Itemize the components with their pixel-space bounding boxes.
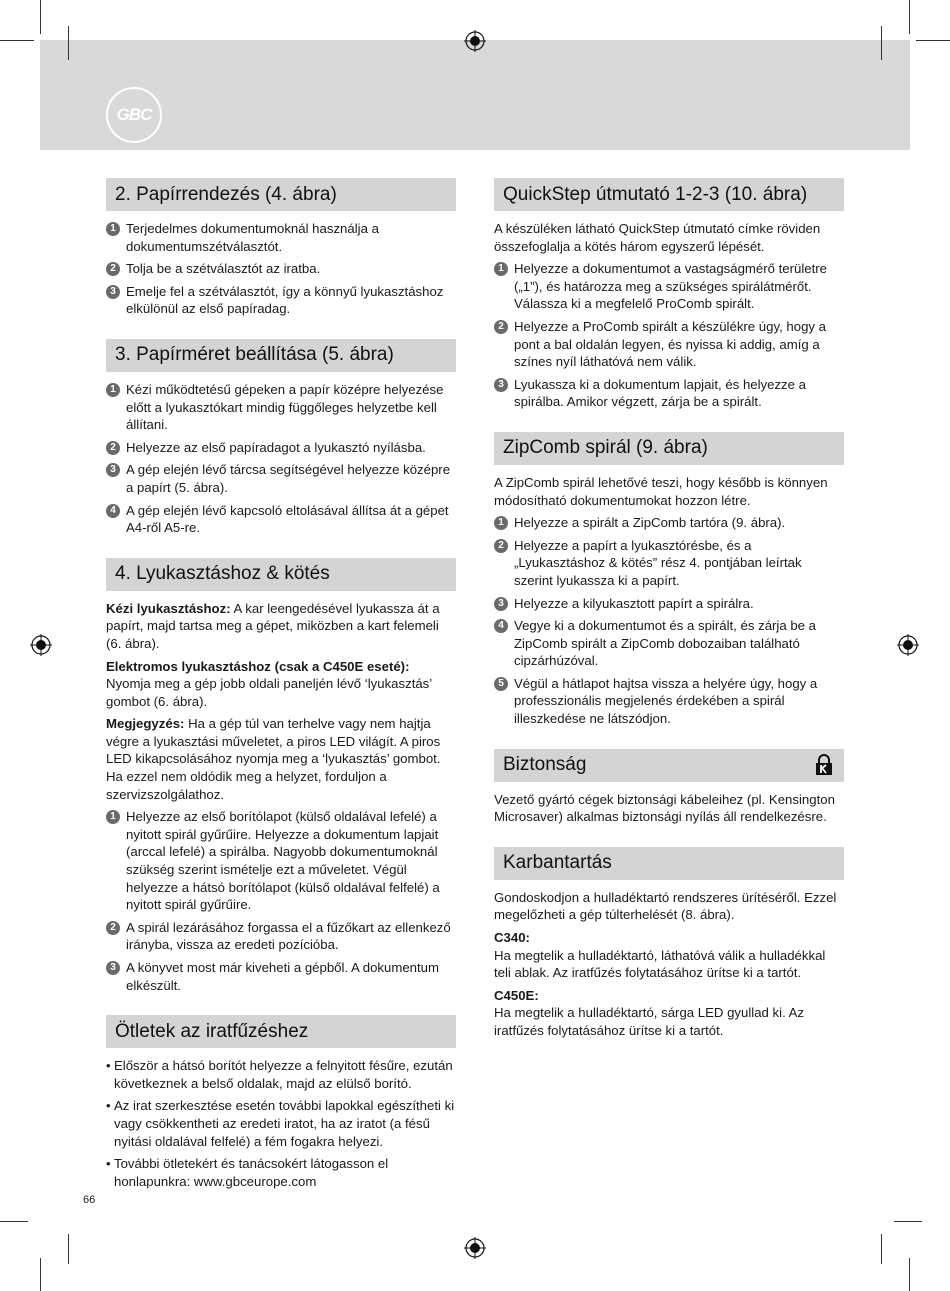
list-item [106, 502, 456, 537]
step-number: 1 [106, 222, 120, 236]
step-text: Helyezze a kilyukasztott papírt a spirálra. [514, 595, 754, 611]
list-item [494, 260, 844, 313]
step-text: A spirál lezárásához forgassa el a fűzőkart az ellenkező irányba, vissza az eredeti pozícióba. [126, 919, 451, 953]
list-item [106, 381, 456, 434]
list-item [106, 220, 456, 255]
step-text: Lyukassza ki a dokumentum lapjait, és helyezze a spirálba. Amikor végzett, zárja be a spirált. [514, 376, 806, 410]
paragraph-label: Elektromos lyukasztáshoz (csak a C450E eseté): [106, 658, 410, 674]
step-text: Helyezze a ProComb spirált a készülékre úgy, hogy a pont a bal oldalán legyen, és nyissa ki addig, amíg a színes nyíl láthatóvá nem válik. [514, 318, 827, 370]
list-item [494, 675, 844, 728]
section-heading [106, 339, 456, 372]
step-number: 4 [106, 504, 120, 518]
section-title: 4. Lyukasztáshoz & kötés [115, 563, 330, 585]
step-number: 3 [106, 285, 120, 299]
step-text: A gép elején lévő tárcsa segítségével helyezze középre a papírt (5. ábra). [126, 462, 451, 495]
bullet-item [106, 1097, 456, 1150]
step-number: 3 [494, 597, 508, 611]
step-text: Helyezze a dokumentumot a vastagságmérő területre („1”), és határozza meg a szükséges spirálátmérőt. Válassza ki a megfelelő ProComb spirált. [514, 261, 827, 312]
step-number: 3 [494, 378, 508, 392]
list-item [106, 439, 456, 457]
list-item [494, 514, 844, 532]
paragraph-label: C450E: [494, 987, 539, 1003]
step-number: 1 [494, 516, 508, 530]
bullet-icon: • [106, 1058, 111, 1074]
paragraph [494, 987, 844, 1040]
list-item [106, 461, 456, 496]
paragraph-text: Ha megtelik a hulladéktartó, sárga LED gyullad ki. Az iratfűzés folytatásához ürítse ki a tartót. [494, 1005, 805, 1038]
step-text: A könyvet most már kiveheti a gépből. A dokumentum elkészült. [126, 960, 440, 993]
kensington-lock-icon [814, 754, 834, 776]
crop-mark [881, 26, 882, 60]
list-item [106, 959, 456, 994]
step-number: 1 [494, 262, 508, 276]
step-number: 5 [494, 677, 508, 691]
right-column [494, 178, 844, 1045]
section-heading [494, 432, 844, 465]
paragraph: A ZipComb spirál lehetővé teszi, hogy később is könnyen módosítható dokumentumokat hozzon létre. [494, 474, 828, 508]
section-heading [494, 749, 844, 782]
section-heading [494, 178, 844, 211]
left-column [106, 178, 456, 1195]
crop-mark [909, 1258, 910, 1291]
bullet-item [106, 1057, 456, 1092]
paragraph [494, 929, 844, 982]
section-title: 3. Papírméret beállítása (5. ábra) [115, 344, 394, 366]
paragraph: Vezető gyártó cégek biztonsági kábeleihez (pl. Kensington Microsaver) alkalmas biztonsági nyílás áll rendelkezésre. [494, 791, 835, 825]
paragraph-text: Ha a gép túl van terhelve vagy nem hajtja végre a lyukasztási műveletet, a piros LED világít. A piros LED kikapcsolásához nyomja meg a ‘lyukasztás’ gombot. Ha ezzel nem oldódik meg a helyzet, forduljon a szervizszolgálathoz. [106, 716, 441, 802]
section-title: ZipComb spirál (9. ábra) [503, 437, 708, 459]
step-number: 2 [494, 539, 508, 553]
header-band [40, 40, 910, 150]
crop-mark [40, 0, 41, 34]
paragraph-text: Nyomja meg a gép jobb oldali paneljén lévő ‘lyukasztás’ gombot (6. ábra). [106, 676, 432, 709]
bullet-item [106, 1155, 456, 1190]
crop-mark [0, 40, 34, 41]
step-text: Terjedelmes dokumentumoknál használja a dokumentumszétválasztót. [126, 221, 379, 254]
paragraph [106, 600, 456, 653]
step-text: Helyezze az első papíradagot a lyukasztó nyílásba. [126, 439, 426, 455]
section-title: QuickStep útmutató 1-2-3 (10. ábra) [503, 183, 808, 205]
paragraph-text: Ha megtelik a hulladéktartó, láthatóvá válik a hulladékkal teli ablak. Az iratfűzés folytatásához ürítse ki a tartót. [494, 947, 826, 981]
paragraph: Gondoskodjon a hulladéktartó rendszeres ürítéséről. Ezzel megelőzheti a gép túlterhelését (8. ábra). [494, 889, 837, 923]
registration-mark-icon [464, 30, 486, 52]
list-item [494, 595, 844, 613]
section-title: 2. Papírrendezés (4. ábra) [115, 183, 337, 205]
list-item [494, 376, 844, 411]
step-number: 2 [106, 921, 120, 935]
list-item [494, 318, 844, 371]
section-heading [106, 178, 456, 211]
paragraph [106, 658, 456, 711]
paragraph-label: Kézi lyukasztáshoz: [106, 600, 231, 616]
section-heading [494, 847, 844, 880]
paragraph-text: A kar leengedésével lyukassza át a papírt, majd tartsa meg a gépet, miközben a kart felemeli (6. ábra). [106, 600, 440, 651]
crop-mark [916, 40, 950, 41]
gbc-logo: GBC [106, 87, 162, 143]
crop-mark [0, 1221, 28, 1222]
bullet-text: További ötletekért és tanácsokért látogasson el honlapunkra: www.gbceurope.com [114, 1156, 389, 1189]
section-title: Ötletek az iratfűzéshez [115, 1020, 309, 1042]
step-text: Emelje fel a szétválasztót, így a könnyű lyukasztáshoz elkülönül az első papíradag. [126, 283, 444, 317]
bullet-icon: • [106, 1156, 111, 1172]
paragraph [106, 715, 456, 803]
list-item [106, 283, 456, 318]
step-text: Tolja be a szétválasztót az iratba. [126, 261, 321, 277]
list-item [106, 260, 456, 278]
list-item [494, 617, 844, 670]
paragraph-label: C340: [494, 930, 530, 946]
section-title: Biztonság [503, 754, 587, 776]
paragraph-label: Megjegyzés: [106, 716, 185, 732]
step-number: 4 [494, 619, 508, 633]
paragraph: A készüléken látható QuickStep útmutató címke röviden összefoglalja a kötés három egyszerű lépését. [494, 221, 821, 254]
step-number: 2 [106, 262, 120, 276]
step-text: Helyezze a papírt a lyukasztórésbe, és a „Lyukasztáshoz & kötés” rész 4. pontjában leírtak szerint lyukassza ki a papírt. [514, 537, 802, 588]
bullet-text: Az irat szerkesztése esetén további lapokkal egészítheti ki vagy csökkentheti az eredeti iratot, ha az iratot (a fésű nyitási oldalával felfelé) a fém fogakra helyezi. [114, 1098, 455, 1149]
registration-mark-icon [30, 634, 52, 656]
section-title: Karbantartás [503, 852, 612, 874]
list-item [494, 537, 844, 590]
step-text: Végül a hátlapot hajtsa vissza a helyére úgy, hogy a professzionális megjelenés érdekében a spirál illeszkedése ne látszódjon. [514, 675, 818, 727]
step-number: 3 [106, 961, 120, 975]
step-text: Helyezze a spirált a ZipComb tartóra (9. ábra). [514, 515, 786, 531]
list-item [106, 919, 456, 954]
step-text: Kézi működtetésű gépeken a papír középre helyezése előtt a lyukasztókart mindig függőleges helyzetbe kell állítani. [126, 381, 444, 433]
step-number: 1 [106, 810, 120, 824]
step-text: Vegye ki a dokumentumot és a spirált, és zárja be a ZipComb spirált a ZipComb dobozaiban található cipzárhúzóval. [514, 618, 817, 669]
crop-mark [881, 1234, 882, 1264]
step-number: 2 [106, 441, 120, 455]
section-heading [106, 558, 456, 591]
step-number: 3 [106, 463, 120, 477]
section-heading [106, 1015, 456, 1048]
bullet-icon: • [106, 1098, 111, 1114]
step-number: 1 [106, 383, 120, 397]
step-number: 2 [494, 320, 508, 334]
crop-mark [68, 26, 69, 60]
registration-mark-icon [464, 1237, 486, 1259]
registration-mark-icon [897, 634, 919, 656]
step-text: Helyezze az első borítólapot (külső oldalával lefelé) a nyitott spirál gyűrűire. Helyezze a dokumentum lapjait (arccal lefelé) a spirálba. Nagyobb dokumentumoknál szükség szerint ismételje ezt a műveletet. Végül helyezze a hátsó borítólapot (külső oldalával felfelé) a nyitott spirál gyűrűire. [126, 809, 440, 913]
crop-mark [68, 1234, 69, 1264]
crop-mark [894, 1221, 922, 1222]
crop-mark [909, 0, 910, 34]
step-text: A gép elején lévő kapcsoló eltolásával állítsa át a gépet A4-ről A5-re. [126, 502, 449, 536]
list-item [106, 808, 456, 914]
page-number: 66 [83, 1194, 96, 1206]
crop-mark [40, 1258, 41, 1291]
bullet-text: Először a hátsó borítót helyezze a felnyitott fésűre, ezután következnek a belső oldalak, majd az elülső borító. [114, 1058, 453, 1091]
